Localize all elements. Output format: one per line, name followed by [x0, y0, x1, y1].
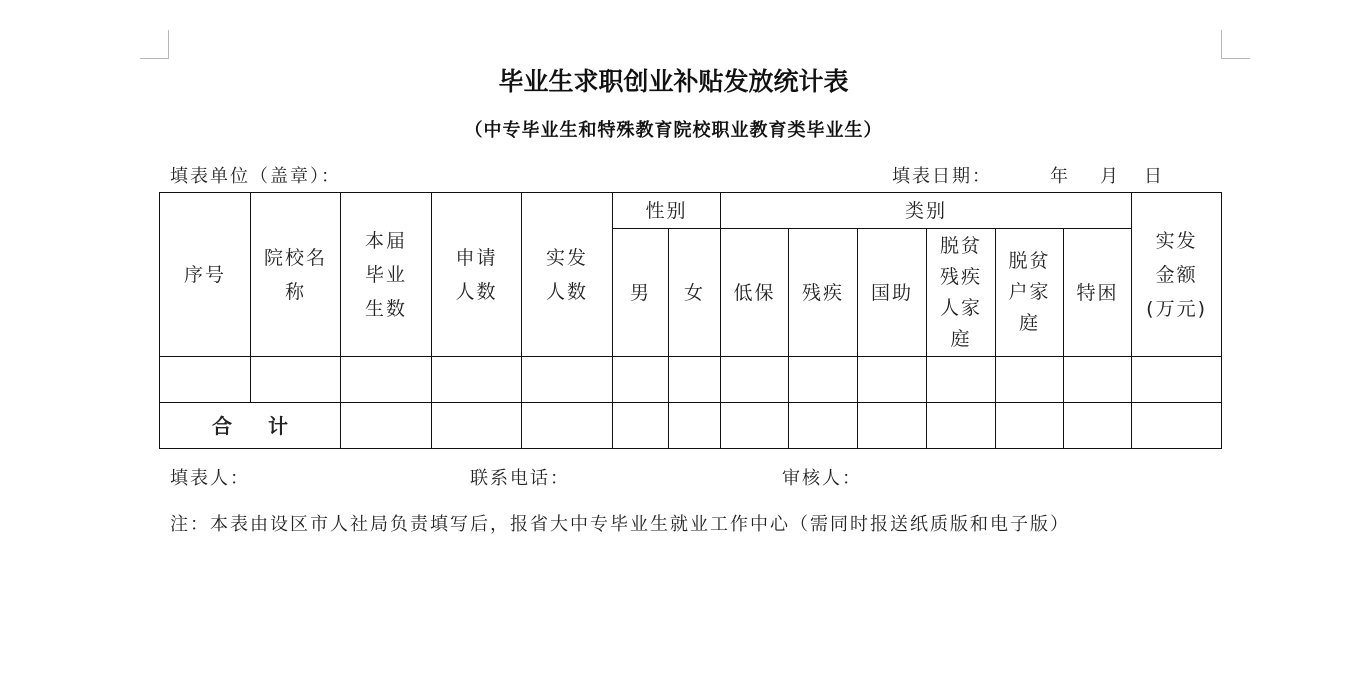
- header-tekun: 特困: [1064, 229, 1132, 357]
- header-seq: 序号: [160, 193, 251, 357]
- reviewer-label: 审核人：: [782, 468, 862, 489]
- total-female: [669, 403, 721, 449]
- total-grads: [341, 403, 432, 449]
- cell-male: [613, 357, 669, 403]
- cell-actual: [522, 357, 613, 403]
- header-grads-line1: 本届: [364, 229, 407, 252]
- header-grads-line3: 生数: [364, 297, 407, 320]
- cell-female: [669, 357, 721, 403]
- header-actual-line2: 人数: [545, 280, 588, 303]
- header-poverty-household-line3: 庭: [1019, 312, 1041, 334]
- crop-mark-top-right: [1221, 30, 1250, 59]
- header-school: [251, 193, 341, 357]
- total-dibao: [721, 403, 789, 449]
- phone-label: 联系电话：: [470, 468, 570, 489]
- header-amount-line1: 实发: [1155, 229, 1198, 252]
- header-amount-line2: 金额: [1155, 263, 1198, 286]
- header-gender: 性别: [613, 193, 721, 229]
- header-poverty-disabled-line4: 庭: [950, 327, 972, 350]
- document-subtitle: （中专毕业生和特殊教育院校职业教育类毕业生）: [464, 120, 883, 141]
- cell-poverty-disabled: [927, 357, 996, 403]
- total-guozhu: [858, 403, 927, 449]
- total-row: [160, 403, 1222, 449]
- header-actual-line1: 实发: [545, 246, 588, 269]
- data-row: [160, 357, 1222, 403]
- header-dibao: 低保: [721, 229, 789, 357]
- header-apply: [432, 193, 522, 357]
- total-male: [613, 403, 669, 449]
- header-guozhu: 国助: [858, 229, 927, 357]
- filler-label: 填表人：: [170, 468, 250, 489]
- header-poverty-disabled-line1: 脱贫: [940, 234, 983, 257]
- header-poverty-household: [996, 229, 1064, 357]
- header-female: 女: [669, 229, 721, 357]
- cell-apply: [432, 357, 522, 403]
- cell-grads: [341, 357, 432, 403]
- header-school-line1: 院校名: [263, 246, 327, 269]
- header-category: 类别: [721, 193, 1132, 229]
- cell-seq: [160, 357, 251, 403]
- header-amount: [1132, 193, 1222, 357]
- header-poverty-disabled-line3: 人家: [940, 296, 983, 319]
- total-poverty-disabled: [927, 403, 996, 449]
- document-title: 毕业生求职创业补贴发放统计表: [498, 67, 849, 96]
- total-label: [160, 403, 341, 449]
- header-row-1: [160, 193, 1222, 229]
- cell-dibao: [721, 357, 789, 403]
- cell-school: [251, 357, 341, 403]
- header-grads-line2: 毕业: [364, 263, 407, 286]
- header-actual: [522, 193, 613, 357]
- total-poverty-household: [996, 403, 1064, 449]
- header-amount-line3: (万元): [1146, 297, 1207, 320]
- fill-date: [892, 162, 1164, 188]
- date-day: 日: [1144, 166, 1164, 187]
- header-grads: [341, 193, 432, 357]
- cell-poverty-household: [996, 357, 1064, 403]
- header-disabled: 残疾: [789, 229, 858, 357]
- crop-mark-top-left: [140, 30, 169, 59]
- cell-disabled: [789, 357, 858, 403]
- total-amount: [1132, 403, 1222, 449]
- total-disabled: [789, 403, 858, 449]
- total-actual: [522, 403, 613, 449]
- fill-unit-label: 填表单位（盖章）：: [170, 166, 341, 187]
- header-poverty-disabled-line2: 残疾: [940, 265, 983, 288]
- date-month: 月: [1100, 166, 1120, 187]
- statistics-table: [159, 192, 1222, 449]
- cell-tekun: [1064, 357, 1132, 403]
- total-apply: [432, 403, 522, 449]
- header-poverty-disabled: [927, 229, 996, 357]
- header-apply-line2: 人数: [455, 280, 498, 303]
- header-male: 男: [613, 229, 669, 357]
- cell-amount: [1132, 357, 1222, 403]
- header-school-line2: 称: [284, 280, 306, 303]
- total-label-a: 合: [212, 413, 232, 438]
- header-apply-line1: 申请: [455, 246, 498, 269]
- fill-date-label: 填表日期：: [892, 166, 992, 187]
- header-poverty-household-line2: 户家: [1008, 281, 1051, 303]
- header-poverty-household-line1: 脱贫: [1008, 250, 1051, 272]
- total-tekun: [1064, 403, 1132, 449]
- cell-guozhu: [858, 357, 927, 403]
- total-label-b: 计: [268, 413, 288, 438]
- footnote: 注：本表由设区市人社局负责填写后，报省大中专毕业生就业工作中心（需同时报送纸质版和电子版）: [170, 514, 1070, 535]
- date-year: 年: [1050, 166, 1070, 187]
